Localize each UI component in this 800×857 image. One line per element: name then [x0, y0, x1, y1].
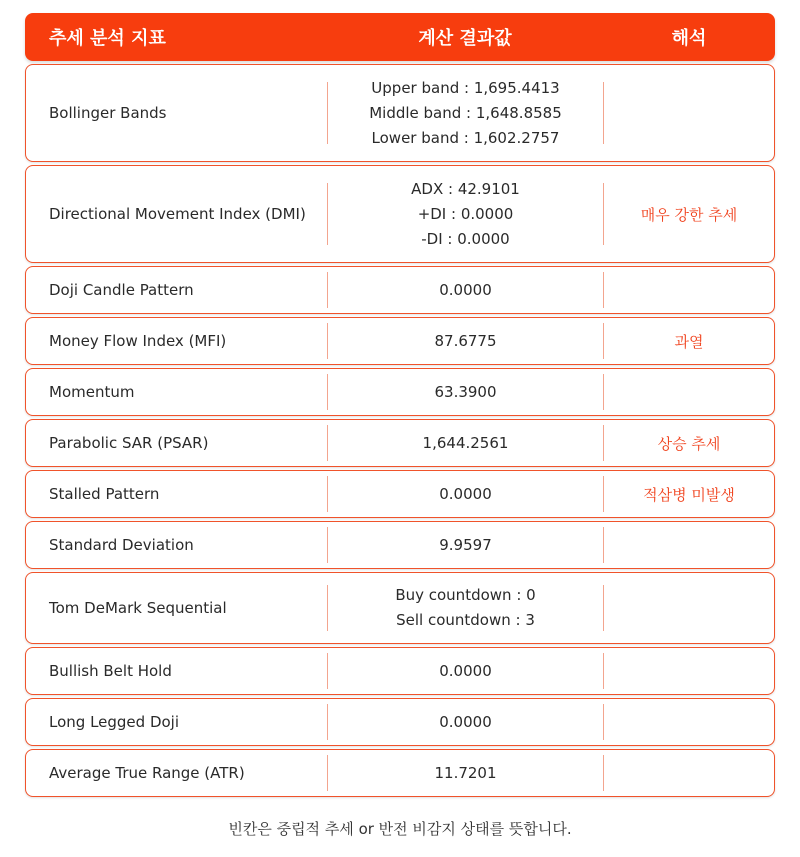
column-divider	[603, 527, 604, 563]
value-line: 1,644.2561	[422, 433, 509, 452]
value-line: 87.6775	[434, 331, 497, 350]
table-row	[25, 419, 775, 467]
indicator-value	[328, 659, 603, 684]
interpretation: 매우 강한 추세	[640, 205, 738, 224]
value-line: 11.7201	[434, 763, 497, 782]
value-line: Sell countdown : 3	[396, 611, 535, 629]
header-value: 계산 결과값	[418, 28, 512, 49]
indicator-value	[328, 329, 603, 354]
value-line: -DI : 0.0000	[421, 229, 510, 248]
indicator-value	[328, 710, 603, 735]
value-line: Upper band : 1,695.4413	[371, 78, 560, 97]
table-row	[25, 470, 775, 518]
header-interpretation: 해석	[671, 28, 707, 49]
indicator-table	[25, 13, 775, 797]
indicator-value	[328, 380, 603, 405]
header-indicator: 추세 분석 지표	[49, 28, 166, 49]
indicator-name: Directional Movement Index (DMI)	[49, 205, 306, 223]
indicator-name: Tom DeMark Sequential	[49, 599, 227, 617]
value-line: Middle band : 1,648.8585	[369, 103, 562, 122]
indicator-name: Standard Deviation	[49, 536, 194, 554]
interpretation: 적삼병 미발생	[643, 485, 735, 504]
table-body	[25, 64, 775, 797]
column-divider	[603, 374, 604, 410]
indicator-name: Bollinger Bands	[49, 104, 167, 122]
value-line: 0.0000	[439, 280, 492, 299]
table-row	[25, 647, 775, 695]
table-header	[25, 13, 775, 61]
indicator-name: Parabolic SAR (PSAR)	[49, 434, 209, 452]
indicator-value	[328, 761, 603, 786]
interpretation: 상승 추세	[657, 434, 721, 453]
table-row	[25, 572, 775, 644]
table-row	[25, 317, 775, 365]
value-line: 0.0000	[439, 712, 492, 731]
value-line: 9.9597	[439, 535, 492, 554]
column-divider	[603, 82, 604, 144]
value-line: ADX : 42.9101	[411, 179, 520, 198]
value-line: Buy countdown : 0	[395, 586, 536, 604]
indicator-value	[328, 278, 603, 303]
footnote: 빈칸은 중립적 추세 or 반전 비감지 상태를 뜻합니다.	[228, 820, 572, 838]
table-row	[25, 368, 775, 416]
value-line: 63.3900	[434, 382, 497, 401]
column-divider	[603, 755, 604, 791]
value-line: 0.0000	[439, 484, 492, 503]
indicator-value	[328, 431, 603, 456]
indicator-name: Average True Range (ATR)	[49, 764, 245, 782]
indicator-value	[328, 482, 603, 507]
column-divider	[603, 585, 604, 631]
indicator-value	[328, 76, 603, 151]
value-line: 0.0000	[439, 661, 492, 680]
indicator-name: Long Legged Doji	[49, 713, 180, 731]
indicator-name: Doji Candle Pattern	[49, 281, 194, 299]
value-line: +DI : 0.0000	[417, 204, 514, 223]
indicator-name: Stalled Pattern	[49, 485, 160, 503]
column-divider	[603, 272, 604, 308]
table-row	[25, 266, 775, 314]
column-divider	[603, 653, 604, 689]
table-row	[25, 521, 775, 569]
indicator-value	[328, 177, 603, 252]
indicator-value	[328, 533, 603, 558]
table-row	[25, 64, 775, 162]
interpretation: 과열	[674, 332, 704, 351]
table-row	[25, 749, 775, 797]
table-row	[25, 698, 775, 746]
indicator-name: Momentum	[49, 383, 135, 401]
indicator-name: Bullish Belt Hold	[49, 662, 172, 680]
indicator-name: Money Flow Index (MFI)	[49, 332, 227, 350]
indicator-value	[328, 583, 603, 633]
value-line: Lower band : 1,602.2757	[371, 128, 560, 147]
column-divider	[603, 704, 604, 740]
table-row	[25, 165, 775, 263]
